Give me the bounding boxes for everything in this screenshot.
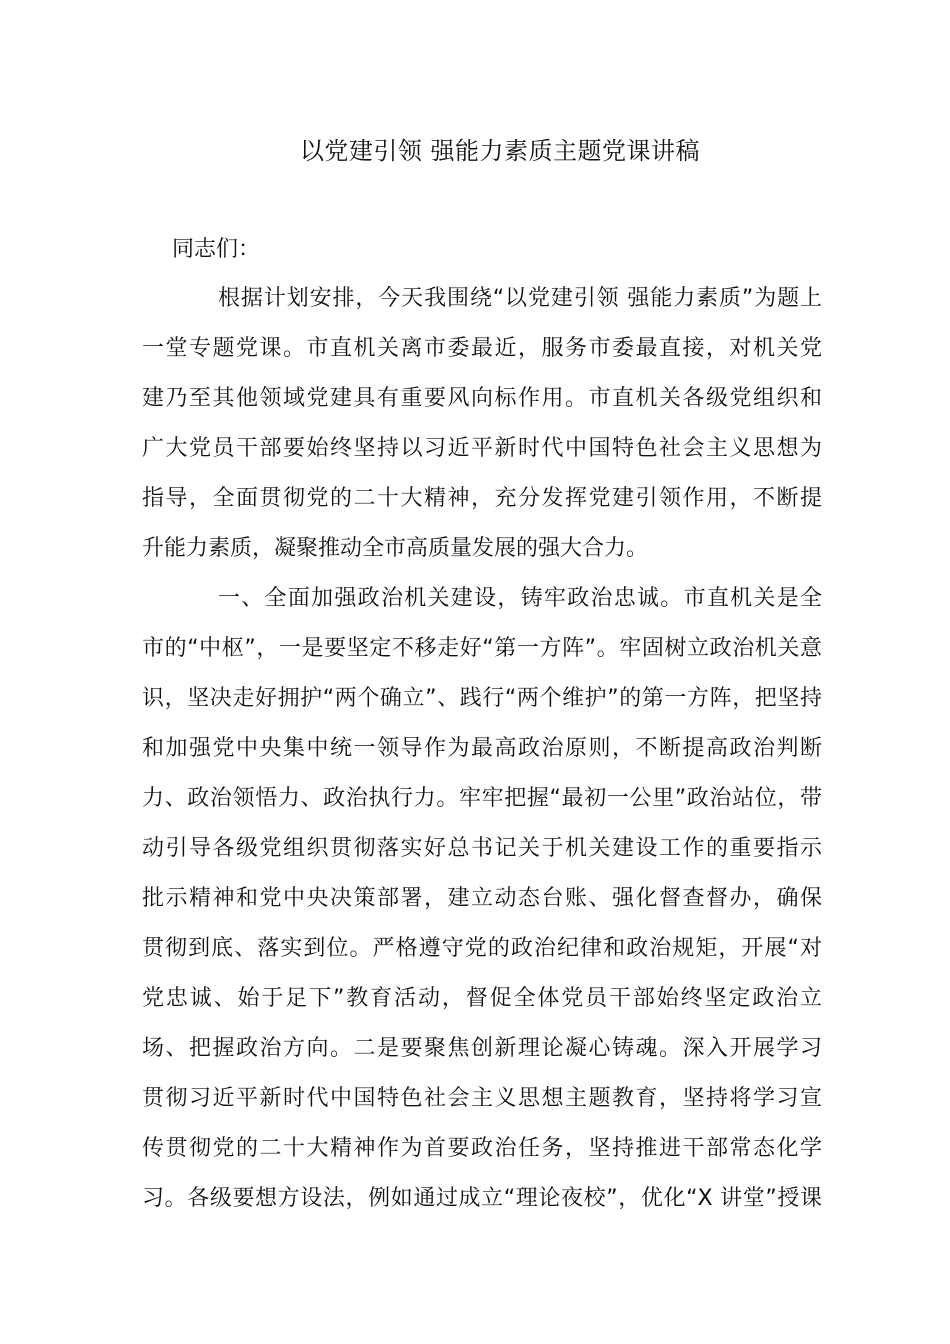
text-line: 根据计划安排，今天我围绕“以党建引领 强能力素质”为题上 (218, 286, 822, 311)
text-line: 贯彻习近平新时代中国特色社会主义思想主题教育，坚持将学习宣 (142, 1086, 822, 1111)
salutation: 同志们： (172, 237, 261, 262)
text-line: 一堂专题党课。市直机关离市委最近，服务市委最直接，对机关党 (142, 336, 822, 361)
text-line: 传贯彻党的二十大精神作为首要政治任务，坚持推进干部常态化学 (142, 1136, 822, 1161)
text-line: 习。各级要想方设法，例如通过成立“理论夜校”，优化“X 讲堂”授课 (142, 1186, 822, 1211)
text-line: 市的“中枢”，一是要坚定不移走好“第一方阵”。牢固树立政治机关意 (142, 636, 822, 661)
text-line: 场、把握政治方向。二是要聚焦创新理论凝心铸魂。深入开展学习 (142, 1036, 822, 1061)
text-line: 力、政治领悟力、政治执行力。牢牢把握“最初一公里”政治站位，带 (142, 786, 822, 811)
text-line: 和加强党中央集中统一领导作为最高政治原则，不断提高政治判断 (142, 736, 822, 761)
text-line: 升能力素质，凝聚推动全市高质量发展的强大合力。 (142, 536, 649, 561)
text-line: 识，坚决走好拥护“两个确立”、践行“两个维护”的第一方阵，把坚持 (142, 686, 822, 711)
text-line: 广大党员干部要始终坚持以习近平新时代中国特色社会主义思想为 (142, 436, 822, 461)
text-line: 党忠诚、始于足下”教育活动，督促全体党员干部始终坚定政治立 (142, 986, 822, 1011)
document-title: 以党建引领 强能力素质主题党课讲稿 (299, 137, 701, 165)
text-line: 动引导各级党组织贯彻落实好总书记关于机关建设工作的重要指示 (142, 836, 822, 861)
paragraph-1 (142, 274, 822, 574)
text-line: 一、全面加强政治机关建设，铸牢政治忠诚。市直机关是全 (218, 586, 822, 611)
text-line: 建乃至其他领域党建具有重要风向标作用。市直机关各级党组织和 (142, 386, 822, 411)
text-line: 指导，全面贯彻党的二十大精神，充分发挥党建引领作用，不断提 (142, 486, 822, 511)
text-line: 批示精神和党中央决策部署，建立动态台账、强化督查督办，确保 (142, 886, 822, 911)
paragraph-2 (142, 574, 822, 1224)
text-line: 贯彻到底、落实到位。严格遵守党的政治纪律和政治规矩，开展“对 (142, 936, 822, 961)
